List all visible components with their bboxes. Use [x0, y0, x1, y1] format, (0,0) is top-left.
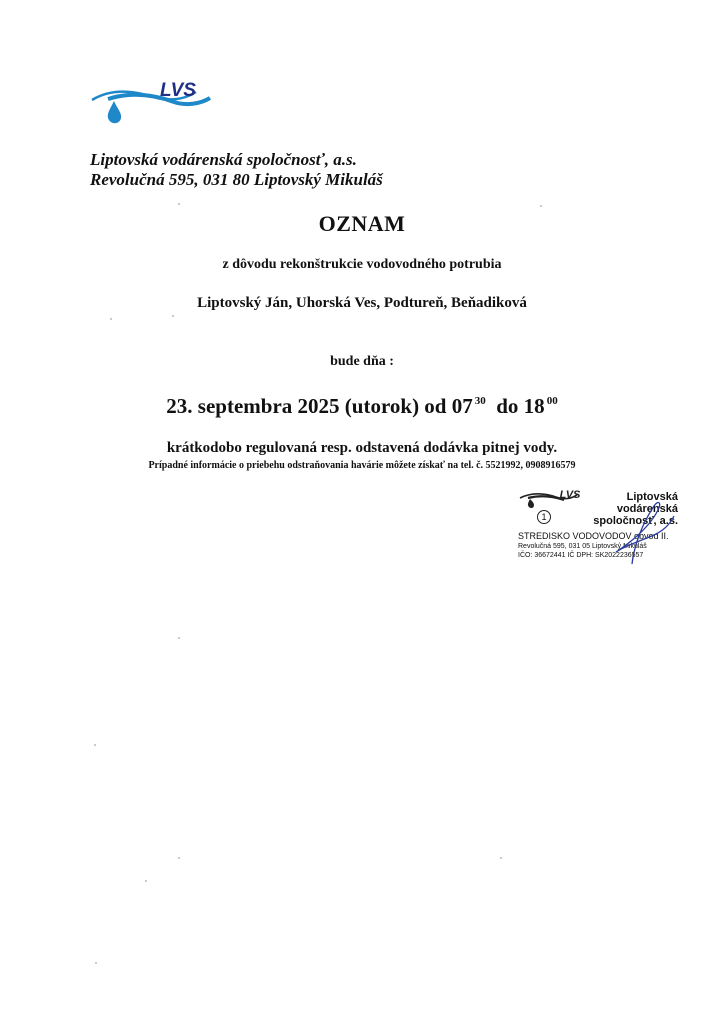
scan-speck — [178, 637, 180, 639]
scan-speck — [178, 857, 180, 859]
stamp-company-line3: spoločnosť, a.s. — [593, 515, 678, 527]
lvs-logo — [90, 80, 215, 128]
stamp-logo-text: LVS — [559, 489, 581, 501]
scan-speck — [500, 857, 502, 859]
notice-bude-dna: bude dňa : — [330, 354, 394, 369]
water-drop-icon — [108, 101, 121, 123]
stamp-company-line1: Liptovská — [626, 491, 678, 503]
scan-speck — [95, 962, 97, 964]
start-minutes: 30 — [474, 395, 486, 407]
notice-info: Prípadné informácie o priebehu odstraňovania havárie môžete získať na tel. č. 5521992, 0908916579 — [148, 460, 576, 471]
company-name: Liptovská vodárenská spoločnosť, a.s. — [90, 150, 357, 169]
notice-locations: Liptovský Ján, Uhorská Ves, Podtureň, Beňadiková — [197, 295, 527, 311]
stamp-logo — [518, 488, 588, 514]
date-text: 23. septembra 2025 (utorok) od 07 — [166, 394, 473, 418]
stamp-drop-icon — [528, 499, 534, 508]
stamp-line2: Revolučná 595, 031 05 Liptovský Mikuláš — [518, 543, 647, 550]
stamp-line1: STREDISKO VODOVODOV obvod II. — [518, 531, 669, 541]
logo-text: LVS — [160, 80, 196, 101]
stamp-number: 1 — [537, 510, 551, 524]
end-time: do 18 — [496, 394, 545, 418]
company-stamp — [512, 488, 684, 568]
scan-speck — [540, 205, 542, 207]
end-minutes: 00 — [546, 395, 558, 407]
scan-speck — [110, 318, 112, 320]
stamp-line3: IČO: 36672441 IČ DPH: SK2022236557 — [518, 552, 644, 559]
company-address: Revolučná 595, 031 80 Liptovský Mikuláš — [90, 170, 383, 189]
notice-reason: z dôvodu rekonštrukcie vodovodného potrubia — [222, 257, 502, 272]
scan-speck — [172, 315, 174, 317]
notice-title: OZNAM — [318, 211, 406, 236]
scan-speck — [178, 203, 180, 205]
notice-supply: krátkodobo regulovaná resp. odstavená dodávka pitnej vody. — [166, 440, 558, 456]
scan-speck — [94, 744, 96, 746]
scan-speck — [145, 880, 147, 882]
stamp-company-line2: vodárenská — [616, 503, 678, 515]
notice-date-line — [0, 394, 724, 419]
